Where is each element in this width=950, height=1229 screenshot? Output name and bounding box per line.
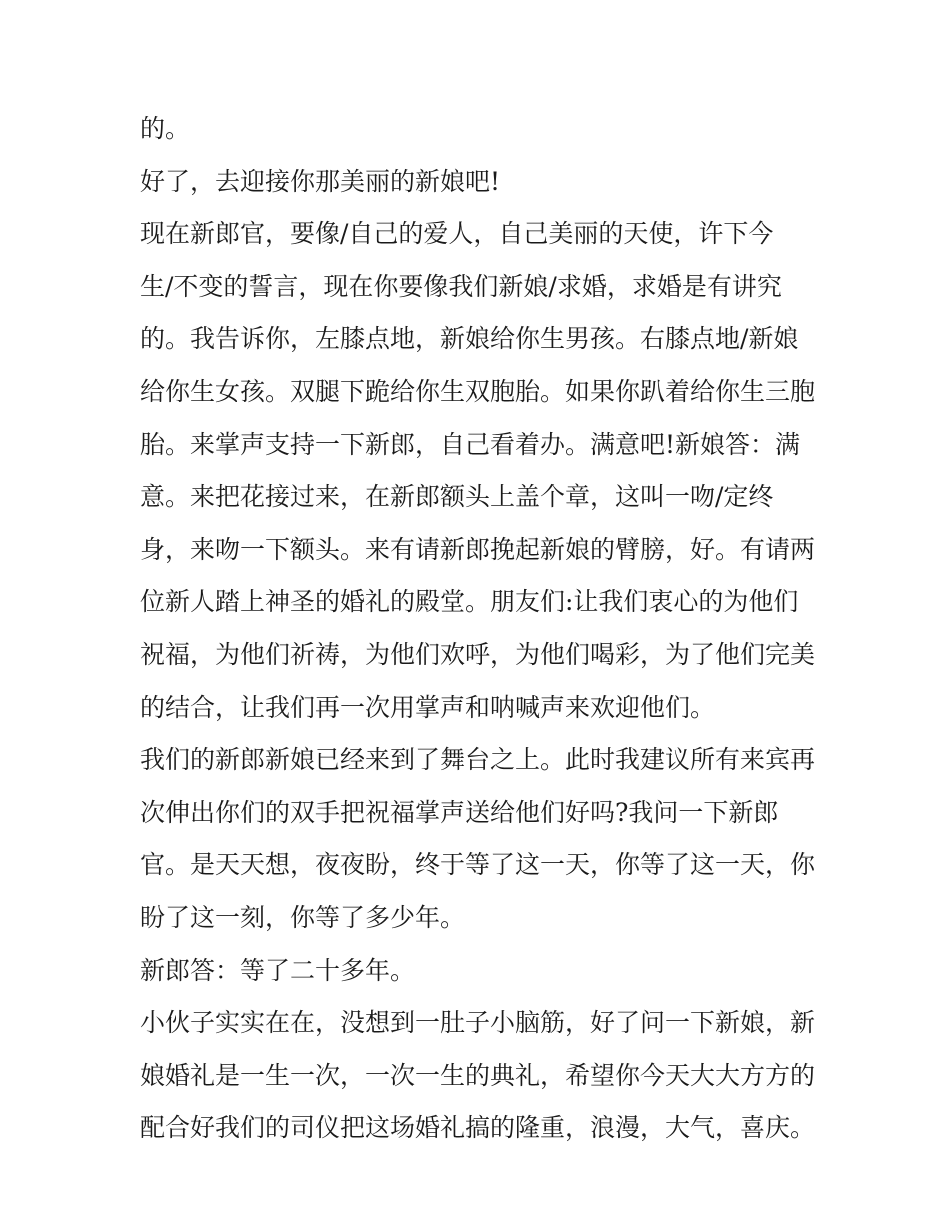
text-line: 新郎答：等了二十多年。 xyxy=(140,955,416,985)
text-line: 小伙子实实在在，没想到一肚子小脑筋，好了问一下新娘，新 xyxy=(140,1008,816,1038)
text-line: 意。来把花接过来，在新郎额头上盖个章，这叫一吻/定终 xyxy=(140,482,774,512)
text-line: 官。是天天想，夜夜盼，终于等了这一天，你等了这一天，你 xyxy=(140,850,816,880)
text-line: 身，来吻一下额头。来有请新郎挽起新娘的臂膀，好。有请两 xyxy=(140,534,816,564)
text-line: 的结合，让我们再一次用掌声和呐喊声来欢迎他们。 xyxy=(140,692,716,722)
document-body xyxy=(140,103,820,1155)
text-line: 现在新郎官，要像/自己的爱人，自己美丽的天使，许下今 xyxy=(140,219,774,249)
text-line: 娘婚礼是一生一次，一次一生的典礼，希望你今天大大方方的 xyxy=(140,1060,816,1090)
text-line: 位新人踏上神圣的婚礼的殿堂。朋友们:让我们衷心的为他们 xyxy=(140,587,799,617)
text-line: 的。 xyxy=(140,114,191,143)
text-line: 盼了这一刻，你等了多少年。 xyxy=(140,902,466,932)
text-line: 次伸出你们的双手把祝福掌声送给他们好吗?我问一下新郎 xyxy=(140,797,779,827)
text-line: 给你生女孩。双腿下跪给你生双胞胎。如果你趴着给你生三胞 xyxy=(140,376,816,406)
text-line: 祝福，为他们祈祷，为他们欢呼，为他们喝彩，为了他们完美 xyxy=(140,639,816,669)
text-line: 配合好我们的司仪把这场婚礼搞的隆重，浪漫，大气，喜庆。 xyxy=(140,1113,816,1143)
text-line: 胎。来掌声支持一下新郎，自己看着办。满意吧!新娘答：满 xyxy=(140,429,801,459)
text-line: 我们的新郎新娘已经来到了舞台之上。此时我建议所有来宾再 xyxy=(140,745,816,775)
text-line: 的。我告诉你，左膝点地，新娘给你生男孩。右膝点地/新娘 xyxy=(140,324,799,354)
text-line: 好了，去迎接你那美丽的新娘吧! xyxy=(140,166,501,196)
text-line: 生/不变的誓言，现在你要像我们新娘/求婚，求婚是有讲究 xyxy=(140,271,782,301)
